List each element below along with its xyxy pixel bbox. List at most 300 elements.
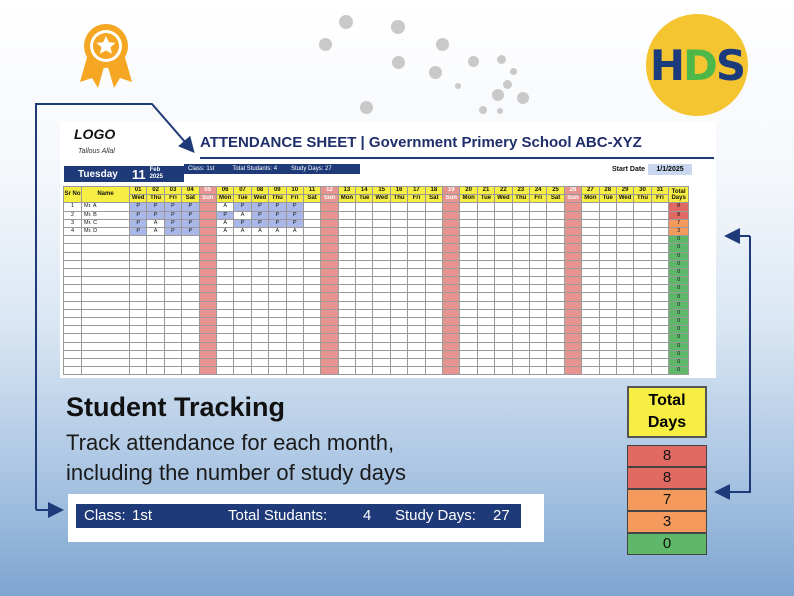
attendance-cell[interactable] xyxy=(251,293,268,301)
attendance-cell[interactable] xyxy=(512,236,529,244)
attendance-cell[interactable] xyxy=(460,244,477,252)
attendance-cell[interactable] xyxy=(356,277,373,285)
attendance-cell[interactable] xyxy=(130,285,147,293)
attendance-cell[interactable] xyxy=(130,350,147,358)
attendance-cell[interactable] xyxy=(164,309,181,317)
attendance-cell[interactable] xyxy=(443,252,460,260)
attendance-cell[interactable] xyxy=(582,211,599,219)
name-cell[interactable] xyxy=(82,277,130,285)
attendance-cell[interactable] xyxy=(234,244,251,252)
attendance-cell[interactable] xyxy=(495,244,512,252)
attendance-cell[interactable] xyxy=(164,318,181,326)
attendance-cell[interactable] xyxy=(199,350,216,358)
attendance-cell[interactable]: P xyxy=(164,203,181,211)
attendance-cell[interactable] xyxy=(303,334,320,342)
name-cell[interactable] xyxy=(82,358,130,366)
attendance-cell[interactable] xyxy=(408,293,425,301)
attendance-cell[interactable] xyxy=(234,326,251,334)
attendance-cell[interactable] xyxy=(373,244,390,252)
attendance-cell[interactable] xyxy=(147,350,164,358)
attendance-cell[interactable] xyxy=(512,252,529,260)
attendance-cell[interactable] xyxy=(251,318,268,326)
attendance-cell[interactable] xyxy=(269,301,286,309)
attendance-cell[interactable]: P xyxy=(251,219,268,227)
attendance-cell[interactable] xyxy=(599,211,616,219)
attendance-cell[interactable] xyxy=(477,236,494,244)
attendance-cell[interactable] xyxy=(130,367,147,375)
attendance-cell[interactable]: A xyxy=(286,227,303,235)
attendance-cell[interactable] xyxy=(390,318,407,326)
attendance-cell[interactable] xyxy=(460,211,477,219)
attendance-cell[interactable] xyxy=(477,252,494,260)
attendance-cell[interactable] xyxy=(529,293,546,301)
attendance-cell[interactable] xyxy=(460,326,477,334)
attendance-cell[interactable] xyxy=(408,301,425,309)
attendance-cell[interactable] xyxy=(338,293,355,301)
attendance-cell[interactable] xyxy=(321,367,338,375)
attendance-cell[interactable] xyxy=(199,358,216,366)
attendance-cell[interactable] xyxy=(216,309,233,317)
attendance-cell[interactable] xyxy=(199,326,216,334)
attendance-cell[interactable] xyxy=(234,260,251,268)
attendance-cell[interactable] xyxy=(269,334,286,342)
attendance-cell[interactable] xyxy=(477,358,494,366)
attendance-cell[interactable] xyxy=(443,301,460,309)
attendance-cell[interactable] xyxy=(182,252,199,260)
attendance-cell[interactable] xyxy=(216,318,233,326)
name-cell[interactable] xyxy=(82,244,130,252)
attendance-cell[interactable] xyxy=(651,318,668,326)
attendance-cell[interactable] xyxy=(651,350,668,358)
attendance-cell[interactable] xyxy=(199,342,216,350)
attendance-cell[interactable] xyxy=(477,326,494,334)
attendance-cell[interactable] xyxy=(512,342,529,350)
attendance-cell[interactable] xyxy=(443,342,460,350)
attendance-cell[interactable] xyxy=(147,260,164,268)
attendance-cell[interactable] xyxy=(408,309,425,317)
attendance-cell[interactable] xyxy=(425,260,442,268)
attendance-cell[interactable] xyxy=(582,219,599,227)
attendance-cell[interactable] xyxy=(460,252,477,260)
attendance-cell[interactable] xyxy=(460,301,477,309)
attendance-cell[interactable] xyxy=(338,367,355,375)
attendance-cell[interactable] xyxy=(356,227,373,235)
attendance-cell[interactable] xyxy=(303,260,320,268)
attendance-cell[interactable] xyxy=(582,350,599,358)
attendance-cell[interactable] xyxy=(356,211,373,219)
attendance-cell[interactable] xyxy=(547,252,564,260)
attendance-cell[interactable] xyxy=(130,236,147,244)
attendance-cell[interactable] xyxy=(147,268,164,276)
attendance-cell[interactable] xyxy=(251,236,268,244)
attendance-cell[interactable] xyxy=(443,334,460,342)
attendance-cell[interactable] xyxy=(164,367,181,375)
attendance-cell[interactable] xyxy=(616,236,633,244)
attendance-cell[interactable] xyxy=(529,260,546,268)
attendance-cell[interactable] xyxy=(547,268,564,276)
attendance-cell[interactable] xyxy=(199,236,216,244)
attendance-cell[interactable] xyxy=(338,219,355,227)
attendance-cell[interactable] xyxy=(512,211,529,219)
attendance-cell[interactable] xyxy=(338,350,355,358)
attendance-cell[interactable]: P xyxy=(182,203,199,211)
attendance-cell[interactable] xyxy=(512,203,529,211)
attendance-cell[interactable] xyxy=(564,227,581,235)
attendance-cell[interactable] xyxy=(564,309,581,317)
attendance-cell[interactable] xyxy=(338,301,355,309)
attendance-cell[interactable]: P xyxy=(147,211,164,219)
attendance-cell[interactable] xyxy=(495,285,512,293)
attendance-cell[interactable] xyxy=(443,285,460,293)
attendance-cell[interactable] xyxy=(582,244,599,252)
attendance-cell[interactable]: P xyxy=(234,219,251,227)
attendance-cell[interactable] xyxy=(512,326,529,334)
attendance-cell[interactable] xyxy=(130,301,147,309)
attendance-cell[interactable] xyxy=(495,350,512,358)
attendance-cell[interactable] xyxy=(495,260,512,268)
attendance-cell[interactable]: P xyxy=(130,227,147,235)
attendance-cell[interactable] xyxy=(443,236,460,244)
attendance-cell[interactable] xyxy=(356,358,373,366)
attendance-cell[interactable] xyxy=(338,244,355,252)
attendance-cell[interactable] xyxy=(147,252,164,260)
attendance-cell[interactable] xyxy=(425,227,442,235)
attendance-cell[interactable] xyxy=(356,309,373,317)
attendance-cell[interactable] xyxy=(582,309,599,317)
attendance-cell[interactable] xyxy=(564,244,581,252)
attendance-cell[interactable] xyxy=(251,350,268,358)
attendance-cell[interactable] xyxy=(599,367,616,375)
attendance-cell[interactable] xyxy=(547,367,564,375)
attendance-cell[interactable] xyxy=(390,227,407,235)
attendance-cell[interactable] xyxy=(512,309,529,317)
attendance-cell[interactable] xyxy=(338,318,355,326)
attendance-cell[interactable] xyxy=(286,293,303,301)
attendance-cell[interactable] xyxy=(199,219,216,227)
attendance-cell[interactable] xyxy=(408,334,425,342)
attendance-cell[interactable] xyxy=(460,334,477,342)
attendance-cell[interactable] xyxy=(651,219,668,227)
name-cell[interactable] xyxy=(82,342,130,350)
attendance-cell[interactable] xyxy=(495,277,512,285)
attendance-cell[interactable] xyxy=(634,236,651,244)
attendance-cell[interactable] xyxy=(147,301,164,309)
attendance-cell[interactable] xyxy=(460,309,477,317)
attendance-cell[interactable] xyxy=(512,293,529,301)
attendance-cell[interactable] xyxy=(582,285,599,293)
attendance-cell[interactable] xyxy=(408,285,425,293)
attendance-cell[interactable] xyxy=(408,252,425,260)
attendance-cell[interactable] xyxy=(616,334,633,342)
attendance-cell[interactable] xyxy=(251,244,268,252)
attendance-cell[interactable] xyxy=(529,301,546,309)
attendance-cell[interactable] xyxy=(373,277,390,285)
attendance-cell[interactable] xyxy=(547,301,564,309)
attendance-cell[interactable] xyxy=(390,367,407,375)
attendance-cell[interactable] xyxy=(477,342,494,350)
attendance-cell[interactable] xyxy=(582,236,599,244)
attendance-cell[interactable] xyxy=(373,293,390,301)
attendance-cell[interactable] xyxy=(234,318,251,326)
attendance-cell[interactable] xyxy=(582,358,599,366)
attendance-cell[interactable] xyxy=(564,334,581,342)
attendance-cell[interactable] xyxy=(182,244,199,252)
attendance-cell[interactable] xyxy=(390,260,407,268)
attendance-cell[interactable] xyxy=(651,301,668,309)
attendance-cell[interactable] xyxy=(147,277,164,285)
attendance-cell[interactable] xyxy=(408,203,425,211)
start-date-value[interactable]: 1/1/2025 xyxy=(648,164,692,175)
attendance-cell[interactable] xyxy=(182,318,199,326)
attendance-cell[interactable] xyxy=(390,236,407,244)
attendance-cell[interactable] xyxy=(321,342,338,350)
attendance-cell[interactable] xyxy=(321,309,338,317)
attendance-cell[interactable] xyxy=(495,326,512,334)
attendance-cell[interactable] xyxy=(130,268,147,276)
attendance-cell[interactable] xyxy=(547,260,564,268)
attendance-cell[interactable] xyxy=(321,350,338,358)
attendance-cell[interactable] xyxy=(321,326,338,334)
attendance-cell[interactable] xyxy=(529,318,546,326)
attendance-cell[interactable] xyxy=(199,268,216,276)
attendance-cell[interactable] xyxy=(443,309,460,317)
name-cell[interactable]: Mr. C xyxy=(82,219,130,227)
attendance-cell[interactable] xyxy=(408,268,425,276)
attendance-cell[interactable] xyxy=(616,301,633,309)
attendance-cell[interactable] xyxy=(495,334,512,342)
attendance-cell[interactable] xyxy=(599,285,616,293)
attendance-cell[interactable] xyxy=(199,244,216,252)
attendance-cell[interactable] xyxy=(512,227,529,235)
attendance-cell[interactable]: A xyxy=(234,211,251,219)
attendance-cell[interactable] xyxy=(251,334,268,342)
attendance-cell[interactable] xyxy=(512,318,529,326)
attendance-cell[interactable] xyxy=(529,326,546,334)
attendance-cell[interactable] xyxy=(408,211,425,219)
attendance-cell[interactable] xyxy=(529,309,546,317)
attendance-cell[interactable] xyxy=(199,334,216,342)
attendance-cell[interactable] xyxy=(251,301,268,309)
attendance-cell[interactable] xyxy=(616,309,633,317)
attendance-cell[interactable] xyxy=(443,219,460,227)
attendance-cell[interactable] xyxy=(130,277,147,285)
attendance-cell[interactable] xyxy=(477,203,494,211)
name-cell[interactable] xyxy=(82,367,130,375)
name-cell[interactable] xyxy=(82,260,130,268)
attendance-cell[interactable] xyxy=(269,358,286,366)
attendance-cell[interactable] xyxy=(286,301,303,309)
attendance-cell[interactable] xyxy=(651,277,668,285)
attendance-cell[interactable] xyxy=(460,260,477,268)
attendance-cell[interactable] xyxy=(495,203,512,211)
attendance-cell[interactable] xyxy=(425,252,442,260)
attendance-cell[interactable] xyxy=(547,203,564,211)
attendance-cell[interactable] xyxy=(408,277,425,285)
attendance-cell[interactable] xyxy=(616,350,633,358)
attendance-cell[interactable]: P xyxy=(130,219,147,227)
attendance-cell[interactable] xyxy=(164,301,181,309)
attendance-cell[interactable] xyxy=(599,219,616,227)
name-cell[interactable] xyxy=(82,293,130,301)
attendance-cell[interactable] xyxy=(443,260,460,268)
attendance-cell[interactable] xyxy=(495,219,512,227)
attendance-cell[interactable] xyxy=(616,293,633,301)
attendance-cell[interactable] xyxy=(303,203,320,211)
attendance-cell[interactable] xyxy=(356,285,373,293)
attendance-cell[interactable] xyxy=(338,326,355,334)
attendance-cell[interactable] xyxy=(564,350,581,358)
attendance-cell[interactable] xyxy=(338,309,355,317)
attendance-cell[interactable] xyxy=(460,342,477,350)
attendance-cell[interactable] xyxy=(634,350,651,358)
attendance-cell[interactable] xyxy=(216,244,233,252)
attendance-cell[interactable] xyxy=(599,342,616,350)
attendance-cell[interactable] xyxy=(443,244,460,252)
attendance-cell[interactable] xyxy=(634,301,651,309)
attendance-cell[interactable] xyxy=(529,358,546,366)
attendance-cell[interactable] xyxy=(616,244,633,252)
attendance-cell[interactable] xyxy=(147,367,164,375)
attendance-cell[interactable] xyxy=(477,219,494,227)
attendance-cell[interactable] xyxy=(147,309,164,317)
attendance-cell[interactable] xyxy=(164,334,181,342)
attendance-cell[interactable] xyxy=(616,358,633,366)
attendance-cell[interactable] xyxy=(425,211,442,219)
attendance-cell[interactable] xyxy=(269,309,286,317)
attendance-cell[interactable] xyxy=(303,350,320,358)
attendance-cell[interactable] xyxy=(286,309,303,317)
attendance-cell[interactable] xyxy=(425,326,442,334)
attendance-cell[interactable] xyxy=(512,358,529,366)
attendance-cell[interactable] xyxy=(564,358,581,366)
attendance-cell[interactable] xyxy=(130,318,147,326)
attendance-cell[interactable] xyxy=(547,244,564,252)
attendance-cell[interactable] xyxy=(216,260,233,268)
attendance-cell[interactable] xyxy=(477,244,494,252)
attendance-cell[interactable] xyxy=(495,318,512,326)
attendance-cell[interactable] xyxy=(408,367,425,375)
attendance-cell[interactable] xyxy=(234,277,251,285)
attendance-cell[interactable] xyxy=(182,301,199,309)
attendance-cell[interactable] xyxy=(634,277,651,285)
attendance-cell[interactable] xyxy=(199,260,216,268)
attendance-cell[interactable]: P xyxy=(182,211,199,219)
attendance-cell[interactable] xyxy=(651,367,668,375)
attendance-cell[interactable] xyxy=(373,211,390,219)
attendance-cell[interactable] xyxy=(616,268,633,276)
attendance-cell[interactable] xyxy=(321,244,338,252)
attendance-cell[interactable] xyxy=(564,318,581,326)
attendance-cell[interactable] xyxy=(251,367,268,375)
attendance-cell[interactable] xyxy=(425,219,442,227)
attendance-cell[interactable] xyxy=(529,236,546,244)
attendance-cell[interactable] xyxy=(425,236,442,244)
attendance-cell[interactable] xyxy=(321,236,338,244)
attendance-cell[interactable] xyxy=(303,268,320,276)
attendance-cell[interactable] xyxy=(234,236,251,244)
attendance-cell[interactable] xyxy=(321,318,338,326)
attendance-cell[interactable] xyxy=(373,236,390,244)
attendance-cell[interactable] xyxy=(164,293,181,301)
attendance-cell[interactable] xyxy=(373,334,390,342)
attendance-cell[interactable] xyxy=(199,293,216,301)
attendance-cell[interactable] xyxy=(234,334,251,342)
attendance-cell[interactable] xyxy=(303,277,320,285)
attendance-cell[interactable] xyxy=(390,342,407,350)
attendance-cell[interactable] xyxy=(338,285,355,293)
attendance-cell[interactable] xyxy=(199,277,216,285)
attendance-cell[interactable] xyxy=(599,301,616,309)
attendance-cell[interactable] xyxy=(251,277,268,285)
attendance-cell[interactable] xyxy=(356,244,373,252)
attendance-cell[interactable] xyxy=(616,252,633,260)
attendance-cell[interactable] xyxy=(182,260,199,268)
attendance-cell[interactable]: A xyxy=(147,219,164,227)
attendance-cell[interactable] xyxy=(234,358,251,366)
attendance-cell[interactable]: P xyxy=(251,211,268,219)
attendance-cell[interactable] xyxy=(286,367,303,375)
attendance-cell[interactable] xyxy=(338,277,355,285)
attendance-cell[interactable] xyxy=(634,219,651,227)
attendance-cell[interactable] xyxy=(269,277,286,285)
attendance-cell[interactable] xyxy=(303,301,320,309)
attendance-cell[interactable] xyxy=(529,252,546,260)
attendance-cell[interactable] xyxy=(338,236,355,244)
attendance-cell[interactable] xyxy=(356,334,373,342)
attendance-cell[interactable] xyxy=(547,277,564,285)
attendance-cell[interactable] xyxy=(634,358,651,366)
attendance-cell[interactable] xyxy=(425,350,442,358)
attendance-cell[interactable] xyxy=(356,342,373,350)
attendance-cell[interactable] xyxy=(251,326,268,334)
attendance-cell[interactable] xyxy=(164,252,181,260)
attendance-cell[interactable] xyxy=(408,358,425,366)
attendance-cell[interactable] xyxy=(460,277,477,285)
attendance-cell[interactable] xyxy=(582,252,599,260)
attendance-cell[interactable] xyxy=(616,285,633,293)
attendance-cell[interactable] xyxy=(616,326,633,334)
attendance-cell[interactable] xyxy=(216,252,233,260)
attendance-cell[interactable] xyxy=(460,203,477,211)
attendance-cell[interactable] xyxy=(269,350,286,358)
attendance-cell[interactable] xyxy=(582,227,599,235)
attendance-cell[interactable] xyxy=(269,293,286,301)
attendance-cell[interactable] xyxy=(512,244,529,252)
attendance-cell[interactable] xyxy=(460,318,477,326)
attendance-cell[interactable] xyxy=(443,268,460,276)
name-cell[interactable]: Mr. B xyxy=(82,211,130,219)
name-cell[interactable] xyxy=(82,318,130,326)
attendance-cell[interactable] xyxy=(321,260,338,268)
attendance-cell[interactable] xyxy=(512,219,529,227)
attendance-cell[interactable] xyxy=(460,268,477,276)
attendance-cell[interactable] xyxy=(390,309,407,317)
attendance-cell[interactable] xyxy=(547,211,564,219)
attendance-cell[interactable] xyxy=(512,301,529,309)
attendance-cell[interactable] xyxy=(529,342,546,350)
attendance-cell[interactable] xyxy=(269,285,286,293)
attendance-cell[interactable] xyxy=(147,326,164,334)
attendance-cell[interactable] xyxy=(390,293,407,301)
attendance-cell[interactable] xyxy=(234,342,251,350)
attendance-cell[interactable] xyxy=(582,293,599,301)
attendance-cell[interactable]: P xyxy=(130,211,147,219)
attendance-cell[interactable] xyxy=(199,285,216,293)
attendance-cell[interactable] xyxy=(373,367,390,375)
attendance-cell[interactable] xyxy=(529,268,546,276)
attendance-cell[interactable] xyxy=(651,203,668,211)
attendance-cell[interactable]: P xyxy=(182,219,199,227)
